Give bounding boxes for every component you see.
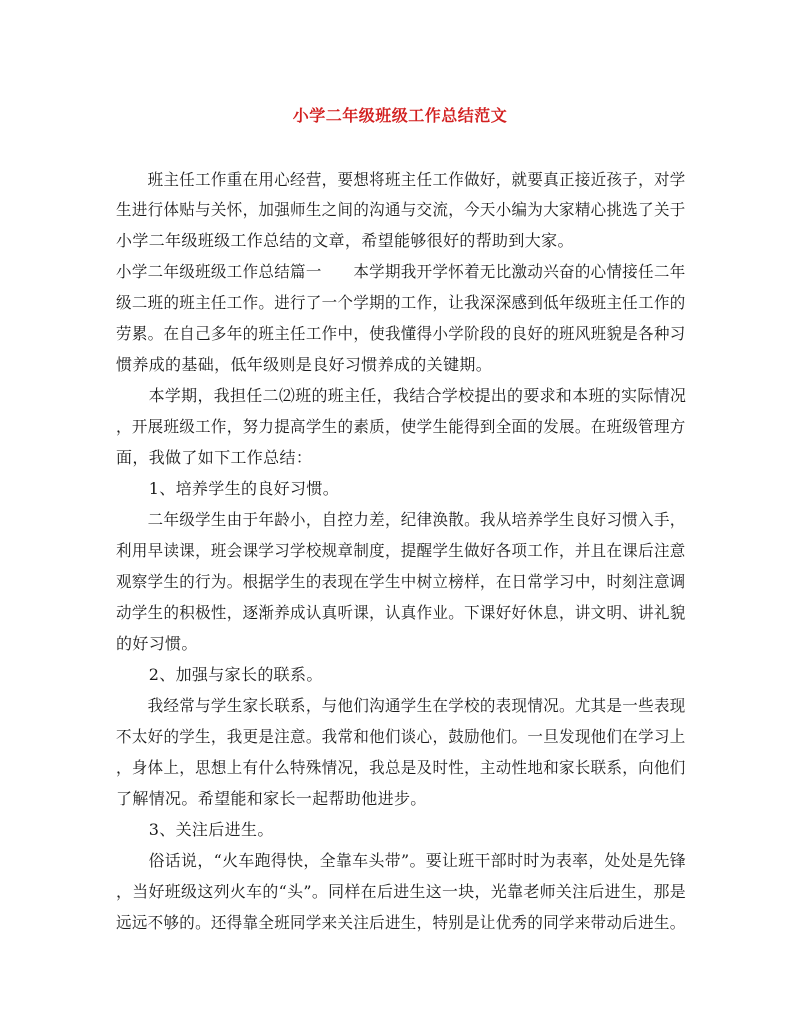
text-line: 生进行体贴与关怀，加强师生之间的沟通与交流，今天小编为大家精心挑选了关于 — [116, 200, 686, 219]
text-line: 1、培养学生的良好习惯。 — [116, 479, 340, 498]
text-line: 观察学生的行为。根据学生的表现在学生中树立榜样，在日常学习中，时刻注意调 — [116, 572, 686, 591]
text-line: ，当好班级这列火车的“头”。同样在后进生这一块，光靠老师关注后进生，那是 — [116, 882, 686, 901]
text-line: 面，我做了如下工作总结： — [116, 448, 313, 467]
text-line: 小学二年级班级工作总结篇一 本学期我开学怀着无比激动兴奋的心情接任二年 — [116, 262, 686, 281]
text-line: 3、关注后进生。 — [116, 820, 274, 839]
text-line: 级二班的班主任工作。进行了一个学期的工作，让我深深感到低年级班主任工作的 — [116, 293, 686, 312]
text-line: 小学二年级班级工作总结的文章，希望能够很好的帮助到大家。 — [116, 231, 574, 250]
text-line: 远远不够的。还得靠全班同学来关注后进生，特别是让优秀的同学来带动后进生。 — [116, 913, 686, 932]
text-line: 劳累。在自己多年的班主任工作中，使我懂得小学阶段的良好的班风班貌是各种习 — [116, 324, 686, 343]
text-line: 动学生的积极性，逐渐养成认真听课，认真作业。下课好好休息，讲文明、讲礼貌 — [116, 603, 686, 622]
text-line: 不太好的学生，我更是注意。我常和他们谈心，鼓励他们。一旦发现他们在学习上 — [116, 727, 686, 746]
text-line: 二年级学生由于年龄小，自控力差，纪律涣散。我从培养学生良好习惯入手， — [116, 510, 686, 529]
text-line: 俗话说，“火车跑得快，全靠车头带”。要让班干部时时为表率，处处是先锋 — [116, 851, 686, 870]
text-line: 了解情况。希望能和家长一起帮助他进步。 — [116, 789, 427, 808]
text-line: 班主任工作重在用心经营，要想将班主任工作做好，就要真正接近孩子，对学 — [116, 170, 686, 189]
text-line: 我经常与学生家长联系，与他们沟通学生在学校的表现情况。尤其是一些表现 — [116, 696, 686, 715]
text-line: ，身体上，思想上有什么特殊情况，我总是及时性，主动性地和家长联系，向他们 — [116, 758, 686, 777]
text-line: ，开展班级工作，努力提高学生的素质，使学生能得到全面的发展。在班级管理方 — [116, 417, 686, 436]
document-title: 小学二年级班级工作总结范文 — [292, 106, 508, 125]
text-line: 惯养成的基础，低年级则是良好习惯养成的关键期。 — [116, 355, 493, 374]
text-line: 的好习惯。 — [116, 634, 198, 653]
text-line: 利用早读课，班会课学习学校规章制度，提醒学生做好各项工作，并且在课后注意 — [116, 541, 686, 560]
text-line: 本学期，我担任二⑵班的班主任，我结合学校提出的要求和本班的实际情况 — [116, 386, 687, 405]
text-line: 2、加强与家长的联系。 — [116, 665, 323, 684]
